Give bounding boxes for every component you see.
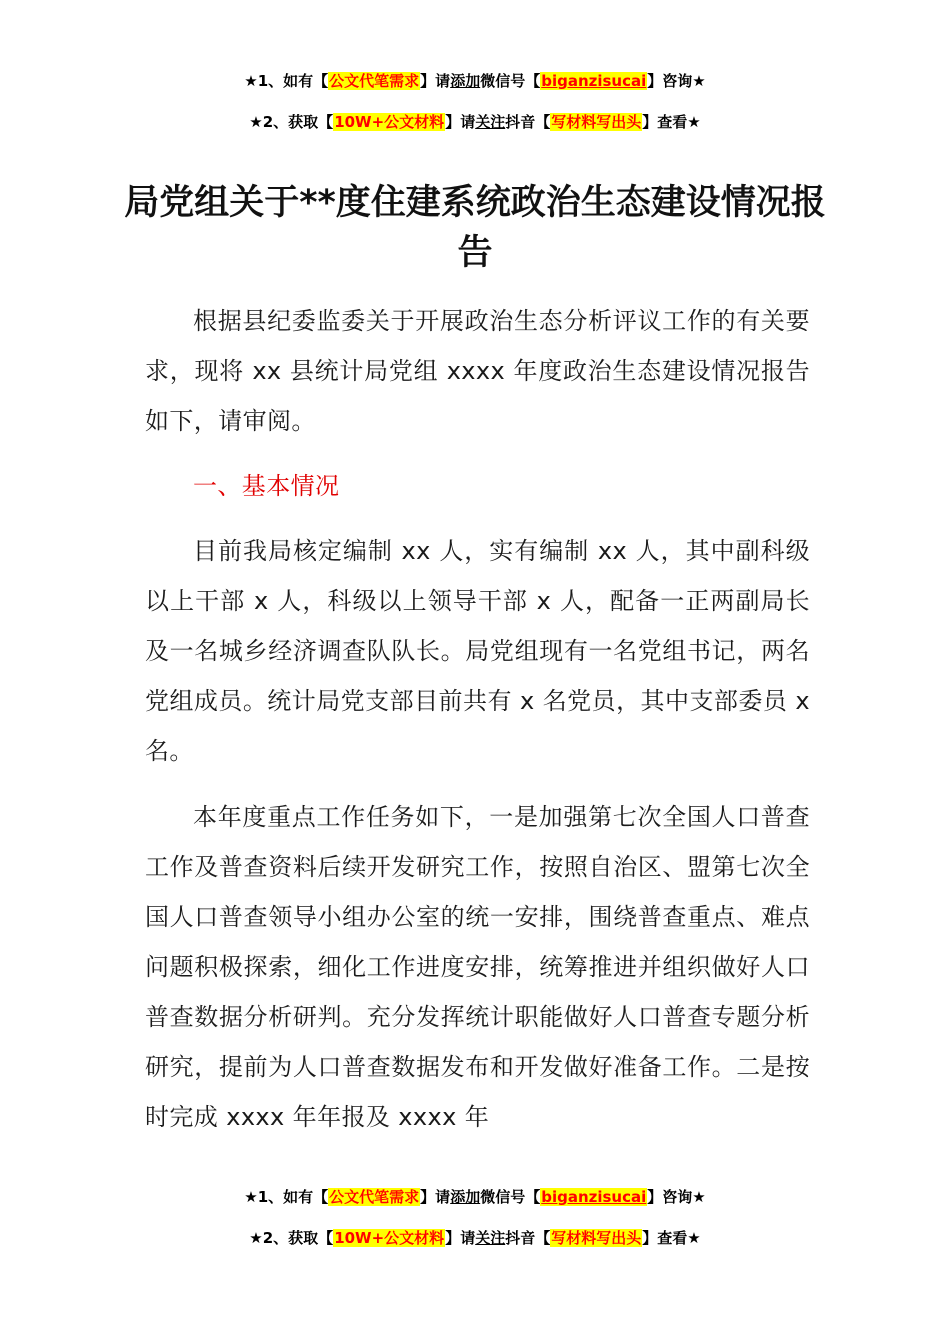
promo-highlight: 10W+公文材料 xyxy=(334,113,445,131)
promo-text: 抖音【 xyxy=(505,113,551,131)
promo-prefix: ★2、获取【 xyxy=(249,1229,334,1247)
promo-highlight: 公文代笔需求 xyxy=(329,72,420,90)
promo-text: 微信号【 xyxy=(480,72,541,90)
promo-prefix: ★1、如有【 xyxy=(244,72,329,90)
promo-highlight: 写材料写出头 xyxy=(551,113,642,131)
promo-text: 】请 xyxy=(420,72,451,90)
promo-emphasis: 关注 xyxy=(475,113,506,131)
promo-line-1-footer xyxy=(0,1186,950,1207)
promo-line-2-footer xyxy=(0,1227,950,1248)
promo-suffix: 】咨询★ xyxy=(647,1188,706,1206)
promo-highlight: 公文代笔需求 xyxy=(329,1188,420,1206)
promo-prefix: ★2、获取【 xyxy=(249,113,334,131)
promo-emphasis: 关注 xyxy=(475,1229,506,1247)
promo-emphasis: 添加 xyxy=(450,72,481,90)
intro-paragraph: 根据县纪委监委关于开展政治生态分析评议工作的有关要求，现将 xx 县统计局党组 xxxx 年度政治生态建设情况报告如下，请审阅。 xyxy=(145,307,810,435)
section-heading: 一、基本情况 xyxy=(193,472,340,500)
promo-emphasis: 添加 xyxy=(450,1188,481,1206)
promo-text: 】请 xyxy=(420,1188,451,1206)
promo-highlight: 10W+公文材料 xyxy=(334,1229,445,1247)
promo-text: 抖音【 xyxy=(505,1229,551,1247)
promo-line-2 xyxy=(0,111,950,132)
promo-suffix: 】查看★ xyxy=(642,1229,701,1247)
promo-suffix: 】咨询★ xyxy=(647,72,706,90)
promo-prefix: ★1、如有【 xyxy=(244,1188,329,1206)
promo-text: 微信号【 xyxy=(480,1188,541,1206)
document-title: 局党组关于**度住建系统政治生态建设情况报告 xyxy=(124,183,826,273)
wechat-id-link[interactable]: biganzisucai xyxy=(541,72,647,90)
promo-text: 】请 xyxy=(445,1229,476,1247)
promo-line-1 xyxy=(0,70,950,91)
promo-highlight: 写材料写出头 xyxy=(551,1229,642,1247)
body-paragraph: 本年度重点工作任务如下，一是加强第七次全国人口普查工作及普查资料后续开发研究工作，按照自治区、盟第七次全国人口普查领导小组办公室的统一安排，围绕普查重点、难点问题积极探索，细化工作进度安排，统筹推进并组织做好人口普查数据分析研判。充分发挥统计职能做好人口普查专题分析研究，提前为人口普查数据发布和开发做好准备工作。二是按时完成 xxxx 年年报及 xxxx 年 xyxy=(145,803,810,1131)
wechat-id-link[interactable]: biganzisucai xyxy=(541,1188,647,1206)
promo-suffix: 】查看★ xyxy=(642,113,701,131)
body-paragraph: 目前我局核定编制 xx 人，实有编制 xx 人，其中副科级以上干部 x 人，科级以上领导干部 x 人，配备一正两副局长及一名城乡经济调查队队长。局党组现有一名党组书记，两名党组成员。统计局党支部目前共有 x 名党员，其中支部委员 x 名。 xyxy=(145,537,810,765)
promo-text: 】请 xyxy=(445,113,476,131)
